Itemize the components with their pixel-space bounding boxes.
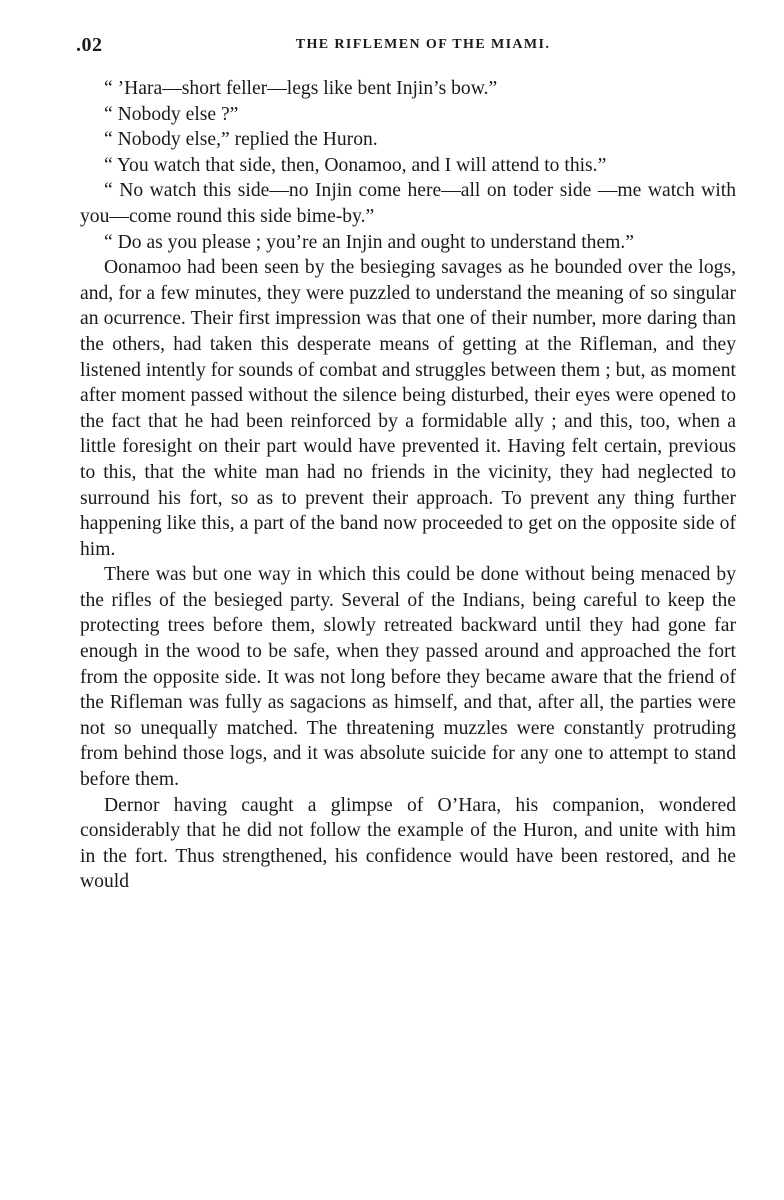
paragraph: “ No watch this side—no Injin come here—all on toder side —me watch with you—come round this side bime-by.” (80, 180, 736, 227)
paragraph: Oonamoo had been seen by the besieging savages as he bounded over the logs, and, for a few minutes, they were puzzled to understand the meaning of so singular an ocurrence. Their first impression was that one of their number, more daring than the others, had taken this desperate means of getting at the Rifleman, and they listened intently for sounds of combat and struggles between them ; but, as moment after moment passed without the silence being disturbed, their eyes were opened to the fact that he had been reinforced by a formidable ally ; and this, too, when a little foresight on their part would have prevented it. Having felt certain, previous to this, that the white man had no friends in the vicinity, they had neglected to surround his fort, so as to prevent their approach. To prevent any thing further happening like this, a part of the band now proceeded to get on the opposite side of him. (80, 257, 736, 560)
book-page (76, 34, 736, 895)
running-title: THE RIFLEMEN OF THE MIAMI. (295, 37, 551, 52)
paragraph: “ Do as you please ; you’re an Injin and ought to understand them.” (104, 231, 634, 253)
paragraph: “ Nobody else ?” (104, 103, 239, 125)
page-header (76, 34, 736, 58)
body-text (80, 76, 736, 895)
paragraph: “ Nobody else,” replied the Huron. (104, 129, 378, 151)
paragraph: There was but one way in which this could be done without being menaced by the rifles of the besieged party. Several of the Indians, being careful to keep the protecting trees before them, slowly retreated backward until they had gone far enough in the wood to be safe, when they passed around and approached the fort from the opposite side. It was not long before they became aware that the friend of the Rifleman was fully as sagacions as himself, and that, after all, the parties were not so unequally matched. The threatening muzzles were constantly protruding from behind those logs, and it was absolute suicide for any one to attempt to stand before them. (80, 564, 736, 791)
page-number: .02 (76, 34, 103, 56)
paragraph: “ You watch that side, then, Oonamoo, and I will attend to this.” (104, 154, 607, 176)
paragraph: “ ’Hara—short feller—legs like bent Injin’s bow.” (104, 78, 498, 99)
paragraph: Dernor having caught a glimpse of O’Hara, his companion, wondered considerably that he did not follow the example of the Huron, and unite with him in the fort. Thus strengthened, his confidence would have been restored, and he would (80, 794, 736, 893)
